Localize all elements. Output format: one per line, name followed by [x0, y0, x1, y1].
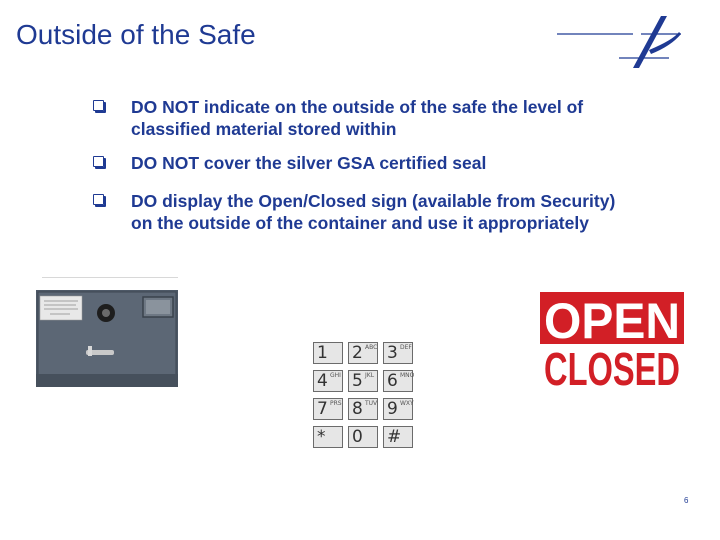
keypad-key — [313, 370, 343, 392]
keypad-key-number: * — [317, 427, 326, 447]
bullet-text: DO NOT cover the silver GSA certified seal — [131, 153, 487, 173]
keypad-key — [313, 342, 343, 364]
keypad-key-letters: GHI — [330, 372, 341, 379]
open-closed-sign — [540, 292, 684, 395]
keypad-key-number: # — [387, 427, 402, 447]
bullet-item — [93, 190, 653, 234]
keypad-key — [348, 398, 378, 420]
keypad-key-number: 3 — [387, 343, 398, 363]
divider — [42, 277, 178, 278]
keypad-key-number: 6 — [387, 371, 398, 391]
company-logo-icon — [553, 14, 685, 70]
keypad-key-number: 7 — [317, 399, 328, 419]
keypad-key-letters: ABC — [365, 344, 378, 351]
keypad-key — [383, 398, 413, 420]
keypad-key — [348, 370, 378, 392]
sign-closed-text: CLOSED — [544, 343, 680, 395]
keypad-image — [310, 340, 414, 448]
keypad-key — [313, 398, 343, 420]
keypad-key-number: 2 — [352, 343, 363, 363]
bullet-box-icon — [93, 194, 104, 205]
keypad-key-number: 9 — [387, 399, 398, 419]
keypad-key — [383, 370, 413, 392]
keypad-key-number: 0 — [352, 427, 363, 447]
keypad-key-letters: DEF — [400, 344, 412, 351]
keypad-key-letters: MNO — [400, 372, 415, 379]
keypad-key-letters: JKL — [365, 372, 375, 379]
bullet-box-icon — [93, 100, 104, 111]
bullet-text: DO NOT indicate on the outside of the safe the level of classified material stored within — [131, 97, 584, 139]
keypad-key — [313, 426, 343, 448]
keypad-key — [348, 342, 378, 364]
keypad-key-letters: TUV — [365, 400, 378, 407]
keypad-key-letters: PRS — [330, 400, 342, 407]
bullet-box-icon — [93, 156, 104, 167]
keypad-key — [383, 426, 413, 448]
bullet-text: DO display the Open/Closed sign (available from Security) on the outside of the container and use it appropriately — [131, 191, 616, 233]
sign-open-text: OPEN — [544, 293, 680, 349]
keypad-key-number: 8 — [352, 399, 363, 419]
keypad-key-number: 1 — [317, 343, 328, 363]
keypad-key — [383, 342, 413, 364]
keypad-key-number: 5 — [352, 371, 363, 391]
keypad-key-letters: WXY — [400, 400, 414, 407]
keypad-key — [348, 426, 378, 448]
safe-drawer-image — [36, 290, 178, 387]
bullet-item — [93, 96, 653, 140]
page-number: 6 — [684, 496, 689, 505]
bullet-item — [93, 152, 653, 174]
slide-title: Outside of the Safe — [16, 19, 256, 50]
keypad-key-number: 4 — [317, 371, 328, 391]
